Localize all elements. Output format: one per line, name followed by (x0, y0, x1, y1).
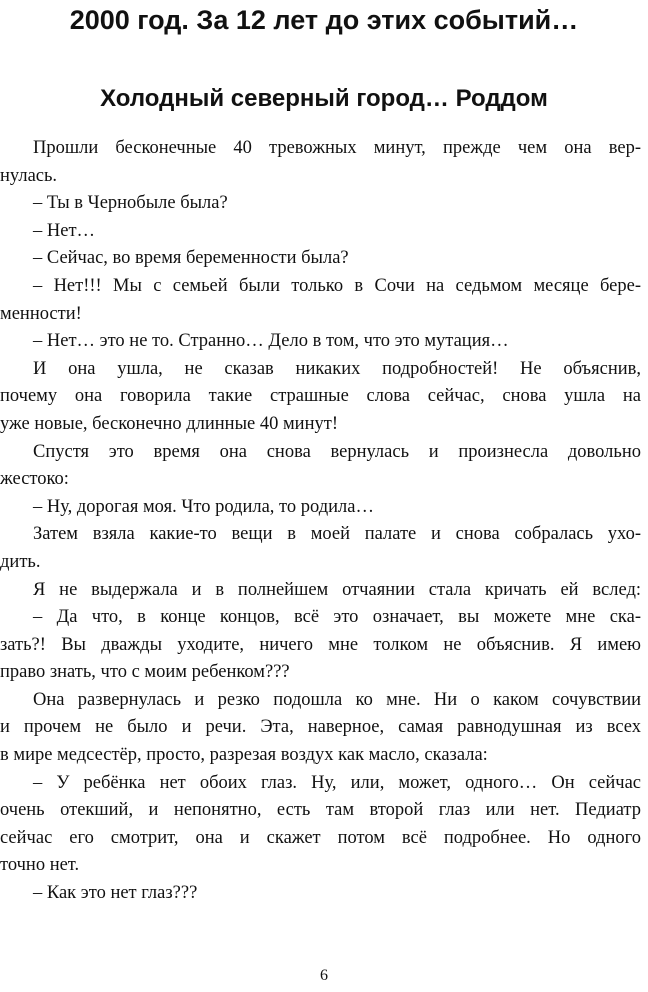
text-line: и прочем не было и речи. Эта, наверное, самая равнодушная из всех (0, 717, 641, 738)
text-line: И она ушла, не сказав никаких подробностей! Не объяснив, (33, 358, 641, 379)
text-line: – Ну, дорогая моя. Что родила, то родила… (33, 496, 374, 517)
text-line: зать?! Вы дважды уходите, ничего мне толком не объяснив. Я имею (0, 634, 641, 655)
chapter-heading: 2000 год. За 12 лет до этих событий… (69, 5, 579, 35)
text-line: – Нет… это не то. Странно… Дело в том, что это мутация… (33, 331, 509, 352)
text-line: – У ребёнка нет обоих глаз. Ну, или, может, одного… Он сейчас (33, 772, 641, 793)
text-line: точно нет. (0, 855, 80, 876)
text-line: Она развернулась и резко подошла ко мне. Ни о каком сочувствии (33, 689, 641, 710)
text-line: жестоко: (0, 469, 69, 490)
text-line: уже новые, бесконечно длинные 40 минут! (0, 413, 338, 434)
text-line: – Ты в Чернобыле была? (33, 193, 228, 214)
text-line: – Нет!!! Мы с семьей были только в Сочи на седьмом месяце бере- (33, 275, 641, 296)
text-line: в мире медсестёр, просто, разрезая воздух как масло, сказала: (0, 745, 488, 766)
text-line: сейчас его смотрит, она и скажет потом всё подробнее. Но одного (0, 827, 641, 848)
body-text (0, 135, 641, 908)
text-line: – Да что, в конце концов, всё это означает, вы можете мне ска- (33, 607, 641, 628)
text-line: почему она говорила такие страшные слова сейчас, снова ушла на (0, 386, 641, 407)
text-line: Затем взяла какие-то вещи в моей палате и снова собралась ухо- (33, 524, 641, 545)
text-line: – Сейчас, во время беременности была? (33, 248, 349, 269)
text-line: право знать, что с моим ребенком??? (0, 662, 290, 683)
text-line: Я не выдержала и в полнейшем отчаянии стала кричать ей вслед: (33, 579, 641, 600)
page-number: 6 (320, 967, 328, 984)
chapter-subheading: Холодный северный город… Роддом (100, 85, 548, 112)
text-line: Прошли бесконечные 40 тревожных минут, прежде чем она вер- (33, 138, 641, 158)
text-line: Спустя это время она снова вернулась и произнесла довольно (33, 441, 641, 462)
text-line: менности! (0, 303, 82, 324)
text-line: дить. (0, 551, 41, 572)
text-line: очень отекший, и непонятно, есть там второй глаз или нет. Педиатр (0, 800, 641, 821)
text-line: – Как это нет глаз??? (33, 883, 198, 904)
text-line: нулась. (0, 165, 58, 186)
text-line: – Нет… (33, 220, 96, 241)
